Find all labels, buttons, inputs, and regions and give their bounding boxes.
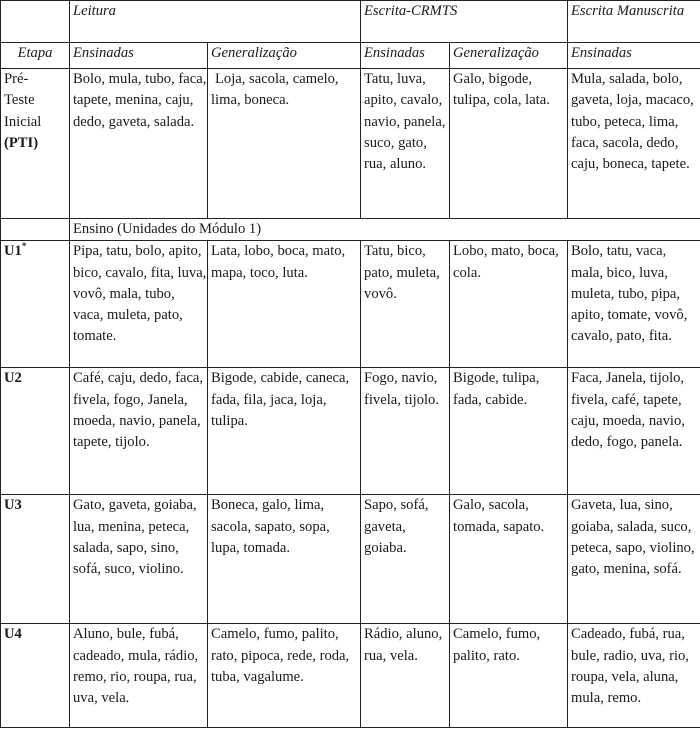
u4-manuscrita-ensinadas: Cadeado, fubá, rua, bule, radio, uva, rio, roupa, vela, aluna, mula, remo. — [568, 624, 700, 728]
stage-pti-line3: Inicial — [4, 113, 42, 130]
u4-leitura-ensinadas: Aluno, bule, fubá, cadeado, mula, rádio, remo, rio, roupa, rua, uva, vela. — [70, 624, 208, 728]
u3-leitura-ensinadas: Gato, gaveta, goiaba, lua, menina, peteca, salada, sapo, sino, sofá, suco, violino. — [70, 495, 208, 624]
u4-leitura-generalizacao: Camelo, fumo, palito, rato, pipoca, rede, roda, tuba, vagalume. — [208, 624, 361, 728]
u2-leitura-generalizacao: Bigode, cabide, caneca, fada, fila, jaca, loja, tulipa. — [208, 368, 361, 495]
header-leitura-ensinadas: Ensinadas — [70, 43, 208, 69]
table-row-u2 — [1, 368, 700, 495]
stage-pti-line2: Teste — [4, 92, 35, 109]
table-row-u4 — [1, 624, 700, 728]
u2-crmts-generalizacao: Bigode, tulipa, fada, cabide. — [450, 368, 568, 495]
u1-crmts-generalizacao: Lobo, mato, boca, cola. — [450, 241, 568, 368]
pti-crmts-generalizacao: Galo, bigode, tulipa, cola, lata. — [450, 69, 568, 219]
u4-crmts-ensinadas: Rádio, aluno, rua, vela. — [361, 624, 450, 728]
stage-cell-u4: U4 — [1, 624, 70, 728]
u2-manuscrita-ensinadas: Faca, Janela, tijolo, fivela, café, tapete, caju, moeda, navio, dedo, fogo, panela. — [568, 368, 700, 495]
stage-pti-abbr: (PTI) — [4, 134, 39, 151]
header-etapa: Etapa — [1, 43, 70, 69]
table-row-u1 — [1, 241, 700, 368]
header-leitura-generalizacao: Generalização — [208, 43, 361, 69]
header-leitura: Leitura — [70, 1, 361, 43]
stage-cell-u3: U3 — [1, 495, 70, 624]
header-corner-cell — [1, 1, 70, 43]
u4-crmts-generalizacao: Camelo, fumo, palito, rato. — [450, 624, 568, 728]
ensino-stage-cell — [1, 219, 70, 241]
header-row-group — [1, 1, 700, 43]
header-crmts-generalizacao: Generalização — [450, 43, 568, 69]
header-manuscrita-ensinadas: Ensinadas — [568, 43, 700, 69]
u1-leitura-generalizacao: Lata, lobo, boca, mato, mapa, toco, luta. — [208, 241, 361, 368]
header-escrita-manuscrita: Escrita Manuscrita — [568, 1, 700, 43]
pti-leitura-ensinadas: Bolo, mula, tubo, faca, tapete, menina, caju, dedo, gaveta, salada. — [70, 69, 208, 219]
u3-crmts-generalizacao: Galo, sacola, tomada, sapato. — [450, 495, 568, 624]
u3-crmts-ensinadas: Sapo, sofá, gaveta, goiaba. — [361, 495, 450, 624]
u1-leitura-ensinadas: Pipa, tatu, bolo, apito, bico, cavalo, fita, luva, vovô, mala, tubo, vaca, muleta, pato, tomate. — [70, 241, 208, 368]
header-escrita-crmts: Escrita-CRMTS — [361, 1, 568, 43]
stage-pti-line1: Pré- — [4, 71, 29, 87]
stage-cell-pti — [1, 69, 70, 219]
u2-leitura-ensinadas: Café, caju, dedo, faca, fivela, fogo, Janela, moeda, navio, panela, tapete, tijolo. — [70, 368, 208, 495]
pti-leitura-generalizacao-cell — [208, 69, 361, 219]
ensino-label: Ensino (Unidades do Módulo 1) — [70, 219, 700, 241]
header-row-columns — [1, 43, 700, 69]
table-row-u3 — [1, 495, 700, 624]
stage-cell-u1 — [1, 241, 70, 368]
pti-leitura-generalizacao: Loja, sacola, camelo, lima, boneca. — [211, 71, 339, 109]
table-row-ensino — [1, 219, 700, 241]
pti-crmts-ensinadas: Tatu, luva, apito, cavalo, navio, panela, suco, gato, rua, aluno. — [361, 69, 450, 219]
u1-manuscrita-ensinadas: Bolo, tatu, vaca, mala, bico, luva, muleta, tubo, pipa, apito, tomate, vovô, cavalo, pato, fita. — [568, 241, 700, 368]
stage-cell-u2: U2 — [1, 368, 70, 495]
stage-u1-footnote-mark: * — [21, 241, 27, 252]
u3-leitura-generalizacao: Boneca, galo, lima, sacola, sapato, sopa, lupa, tomada. — [208, 495, 361, 624]
stage-u1-label: U1 — [4, 243, 22, 260]
header-crmts-ensinadas: Ensinadas — [361, 43, 450, 69]
u1-crmts-ensinadas: Tatu, bico, pato, muleta, vovô. — [361, 241, 450, 368]
u2-crmts-ensinadas: Fogo, navio, fivela, tijolo. — [361, 368, 450, 495]
table-row-pti — [1, 69, 700, 219]
pti-manuscrita-ensinadas: Mula, salada, bolo, gaveta, loja, macaco, tubo, peteca, lima, faca, sacola, dedo, caju, boneca, tapete. — [568, 69, 700, 219]
u3-manuscrita-ensinadas: Gaveta, lua, sino, goiaba, salada, suco, peteca, sapo, violino, gato, menina, sofá. — [568, 495, 700, 624]
